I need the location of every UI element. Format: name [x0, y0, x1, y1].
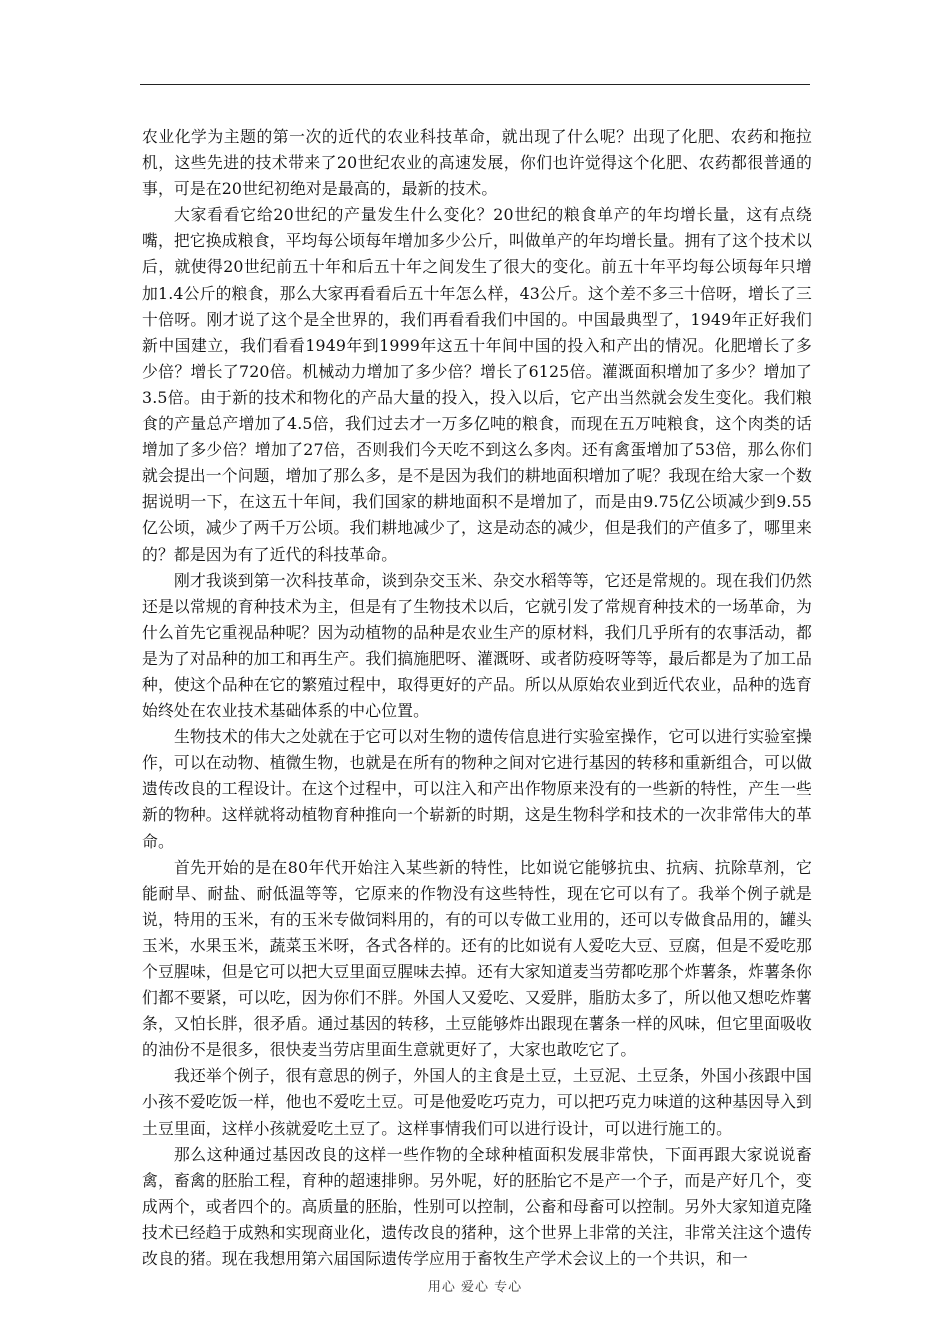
paragraph-3: 刚才我谈到第一次科技革命，谈到杂交玉米、杂交水稻等等，它还是常规的。现在我们仍然还是以常规的育种技术为主，但是有了生物技术以后，它就引发了常规育种技术的一场革命，为什么首先它重视品种呢？因为动植物的品种是农业生产的原材料，我们几乎所有的农事活动，都是为了对品种的加工和再生产。我们搞施肥呀、灌溉呀、或者防疫呀等等，最后都是为了加工品种，使这个品种在它的繁殖过程中，取得更好的产品。所以从原始农业到近代农业，品种的选育始终处在农业技术基础体系的中心位置。 — [142, 570, 812, 721]
paragraph-6: 我还举个例子，很有意思的例子，外国人的主食是土豆，土豆泥、土豆条，外国小孩跟中国小孩不爱吃饭一样，他也不爱吃土豆。可是他爱吃巧克力，可以把巧克力味道的这种基因导入到土豆里面，这样小孩就爱吃土豆了。这样事情我们可以进行设计，可以进行施工的。 — [142, 1066, 812, 1138]
paragraph-7: 那么这种通过基因改良的这样一些作物的全球种植面积发展非常快，下面再跟大家说说畜禽，畜禽的胚胎工程，育种的超速排卵。另外呢，好的胚胎它不是产一个子，而是产好几个，变成两个，或者四个的。高质量的胚胎，性别可以控制，公畜和母畜可以控制。另外大家知道克隆技术已经趋于成熟和实现商业化，遗传改良的猪种，这个世界上非常的关注，非常关注这个遗传改良的猪。现在我想用第六届国际遗传学应用于畜牧生产学术会议上的一个共识，和一 — [142, 1144, 812, 1269]
page-footer: 用心 爱心 专心 — [427, 1280, 523, 1295]
header-rule — [140, 84, 810, 85]
paragraph-2: 大家看看它给20世纪的产量发生什么变化？20世纪的粮食单产的年均增长量，这有点绕嘴，把它换成粮食，平均每公顷每年增加多少公斤，叫做单产的年均增长量。拥有了这个技术以后，就使得20世纪前五十年和后五十年之间发生了很大的变化。前五十年平均每公顷每年只增加1.4公斤的粮食，那么大家再看看后五十年怎么样，43公斤。这个差不多三十倍呀，增长了三十倍呀。刚才说了这个是全世界的，我们再看看我们中国的。中国最典型了，1949年正好我们新中国建立，我们看看1949年到1999年这五十年间中国的投入和产出的情况。化肥增长了多少倍？增长了720倍。机械动力增加了多少倍？增长了6125倍。灌溉面积增加了多少？增加了3.5倍。由于新的技术和物化的产品大量的投入，投入以后，它产出当然就会发生变化。我们粮食的产量总产增加了4.5倍，我们过去才一万多亿吨的粮食，而现在五万吨粮食，这个肉类的话增加了多少倍？增加了27倍，否则我们今天吃不到这么多肉。还有禽蛋增加了53倍，那么你们就会提出一个问题，增加了那么多，是不是因为我们的耕地面积增加了呢？我现在给大家一个数据说明一下，在这五十年间，我们国家的耕地面积不是增加了，而是由9.75亿公顷减少到9.55亿公顷，减少了两千万公顷。我们耕地减少了，这是动态的减少，但是我们的产值多了，哪里来的？都是因为有了近代的科技革命。 — [142, 205, 812, 564]
body-text — [142, 124, 812, 1272]
paragraph-4: 生物技术的伟大之处就在于它可以对生物的遗传信息进行实验室操作，它可以进行实验室操作，可以在动物、植微生物，也就是在所有的物种之间对它进行基因的转移和重新组合，可以做遗传改良的工程设计。在这个过程中，可以注入和产出作物原来没有的一些新的特性，产生一些新的物种。这样就将动植物育种推向一个崭新的时期，这是生物科学和技术的一次非常伟大的革命。 — [142, 727, 812, 851]
paragraph-5: 首先开始的是在80年代开始注入某些新的特性，比如说它能够抗虫、抗病、抗除草剂，它能耐旱、耐盐、耐低温等等，它原来的作物没有这些特性，现在它可以有了。我举个例子就是说，特用的玉米，有的玉米专做饲料用的，有的可以专做工业用的，还可以专做食品用的，罐头玉米，水果玉米，蔬菜玉米呀，各式各样的。还有的比如说有人爱吃大豆、豆腐，但是不爱吃那个豆腥味，但是它可以把大豆里面豆腥味去掉。还有大家知道麦当劳都吃那个炸薯条，炸薯条你们都不要紧，可以吃，因为你们不胖。外国人又爱吃、又爱胖，脂肪太多了，所以他又想吃炸薯条，又怕长胖，很矛盾。通过基因的转移，土豆能够炸出跟现在薯条一样的风味，但它里面吸收的油份不是很多，很快麦当劳店里面生意就更好了，大家也敢吃它了。 — [142, 857, 812, 1060]
paragraph-1: 农业化学为主题的第一次的近代的农业科技革命，就出现了什么呢？出现了化肥、农药和拖拉机，这些先进的技术带来了20世纪农业的高速发展，你们也许觉得这个化肥、农药都很普通的事，可是在20世纪初绝对是最高的，最新的技术。 — [142, 127, 812, 199]
